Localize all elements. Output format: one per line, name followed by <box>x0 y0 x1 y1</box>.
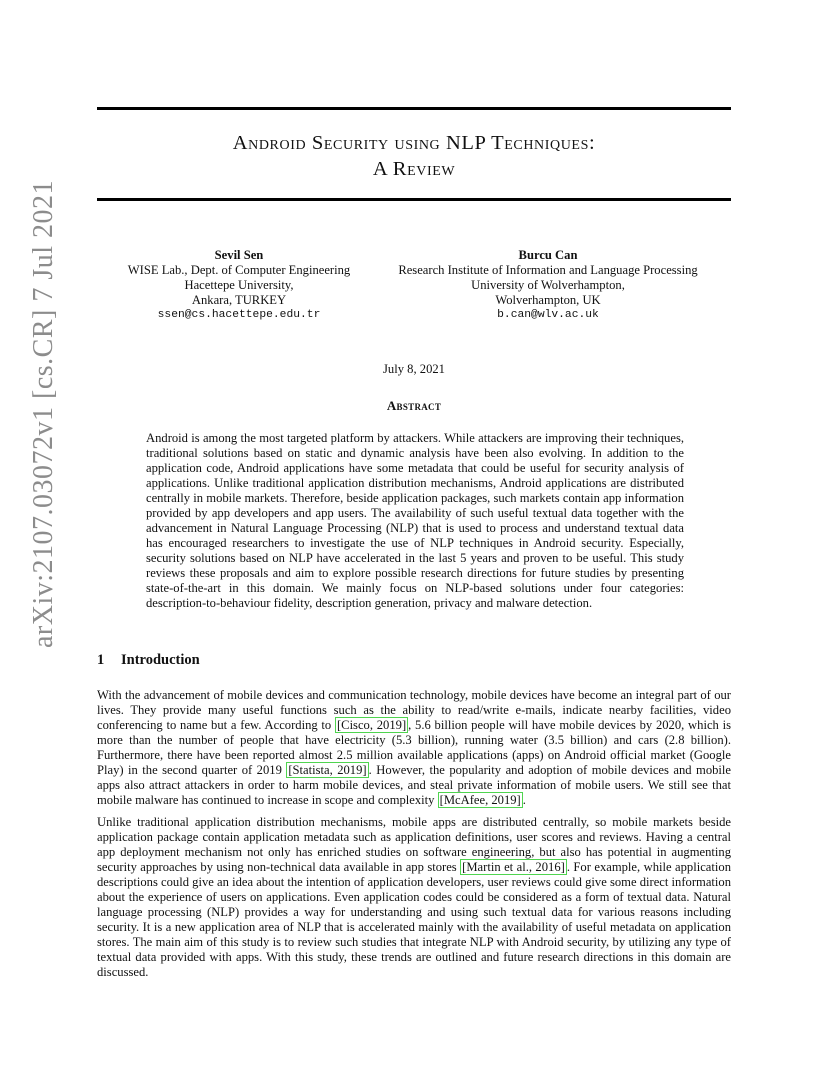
paragraph-text: . <box>522 793 526 807</box>
paragraph-text: With the advancement of mobile devices and communication technology, mobile devices have become an integral part of our lives. They provide many useful functions such as the ability to read/write e-mails, indicate nearby facilities, video conferencing to name but a few. According to <box>97 688 731 732</box>
author-affiliation: WISE Lab., Dept. of Computer Engineering <box>127 263 351 277</box>
abstract-text: Android is among the most targeted platform by attackers. While attackers are improving their techniques, traditional solutions based on static and dynamic analysis have been also evolving. In addition to the application code, Android applications have some metadata that could be useful for security analysis of applications. Unlike traditional application distribution mechanisms, Android applications are distributed centrally in mobile markets. Therefore, beside application packages, such markets contain app information provided by app developers and app users. The availability of such useful textual data together with the advancement in Natural Language Processing (NLP) that is used to process and understand textual data has encouraged researchers to investigate the use of NLP techniques in Android security. Especially, security solutions based on NLP have accelerated in the last 5 years and proven to be useful. This study reviews these proposals and aim to explore possible research directions for future studies by presenting state-of-the-art in this domain. We mainly focus on NLP-based solutions under four categories: description-to-behaviour fidelity, description generation, privacy and malware detection. <box>146 431 684 610</box>
intro-paragraph-1 <box>97 688 731 808</box>
author-location: Wolverhampton, UK <box>495 293 601 307</box>
author-institution: Hacettepe University, <box>184 278 294 292</box>
paper-title-line-1: Android Security using NLP Techniques: <box>232 132 596 154</box>
paper-title <box>97 130 731 182</box>
citation-link-martin[interactable]: [Martin et al., 2016] <box>462 860 565 874</box>
author-name: Burcu Can <box>518 248 578 262</box>
paragraph-text: . For example, while application descriptions could give an idea about the intention of application developers, user reviews could give some direct information about the experience of users on applications. Even application codes could be considered as a form of textual data. Natural language processing (NLP) provides a way for understanding and using such textual data for various reasons including security. It is a new application area of NLP that is accelerated mainly with the availability of useful metadata on application stores. The main aim of this study is to review such studies that integrate NLP with Android security, by utilizing any type of textual data provided with apps. With this study, these trends are outlined and future research directions in this domain are discussed. <box>97 860 731 979</box>
author-email[interactable]: ssen@cs.hacettepe.edu.tr <box>157 309 321 321</box>
arxiv-identifier: arXiv:2107.03072v1 [cs.CR] 7 Jul 2021 <box>28 179 59 648</box>
author-block-2 <box>372 248 724 323</box>
section-number: 1 <box>97 652 105 668</box>
arxiv-sidebar <box>8 179 59 688</box>
section-heading-introduction <box>97 652 200 669</box>
author-name: Sevil Sen <box>214 248 264 262</box>
section-title: Introduction <box>121 652 200 668</box>
citation-link-statista[interactable]: [Statista, 2019] <box>288 763 367 777</box>
author-location: Ankara, TURKEY <box>191 293 287 307</box>
paragraph-text: , 5.6 billion people will have mobile devices by 2020, which is more than the number of people that have electricity (5.3 billion), running water (3.5 billion) and cars (2.8 billion). Furthermore, there have been reported almost 2.5 million available applications (apps) on Android official market (Google Play) in the second quarter of 2019 <box>97 718 731 777</box>
citation-link-cisco[interactable]: [Cisco, 2019] <box>336 718 407 732</box>
paper-title-line-2: A Review <box>372 158 456 180</box>
citation-link-mcafee[interactable]: [McAfee, 2019] <box>439 793 521 807</box>
paragraph-text: Unlike traditional application distribution mechanisms, mobile apps are distributed centrally, so mobile markets beside application package contain application metadata such as application definitions, user scores and reviews. Having a central app deployment mechanism not only has enriched studies on software engineering, but also has potential in augmenting security approaches by using non-technical data available in app stores <box>97 815 731 874</box>
author-affiliation: Research Institute of Information and Language Processing <box>398 263 698 277</box>
title-rule-top <box>97 107 731 110</box>
abstract-heading: Abstract <box>386 398 442 413</box>
author-institution: University of Wolverhampton, <box>471 278 625 292</box>
publication-date: July 8, 2021 <box>383 362 445 376</box>
paragraph-text: . However, the popularity and adoption of mobile devices and mobile apps also attract attackers in order to harm mobile devices, and steal private information of mobile users. We still see that mobile malware has continued to increase in scope and complexity <box>97 763 731 807</box>
title-rule-bottom <box>97 198 731 201</box>
author-block-1 <box>100 248 378 323</box>
intro-paragraph-2 <box>97 815 731 980</box>
author-email[interactable]: b.can@wlv.ac.uk <box>497 309 599 321</box>
